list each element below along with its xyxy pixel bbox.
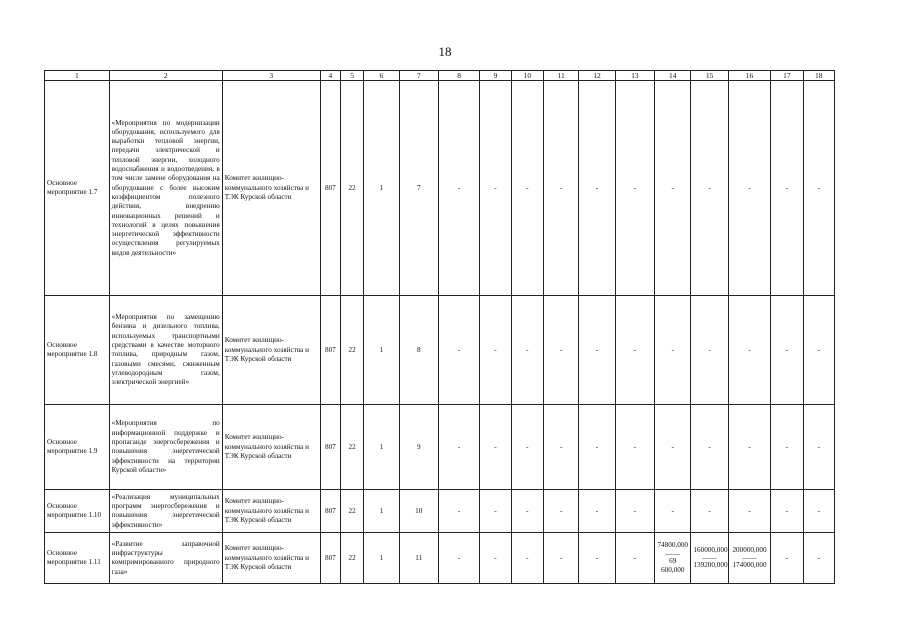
cell-c10: - — [511, 533, 543, 584]
cell-c15: - — [691, 81, 728, 296]
measure-description: «Мероприятия по модернизации оборудования, используемого для выработки тепловой энергии, передачи электрической и тепловой энергии, холодного водоснабжения и водоотведения, в том числе замене оборудования на оборудование с более высоким коэффициентом полезного действия, внедрению инновационных решений и технологий в целях повышения энергетической эффективности осуществления регулируемых видов деятельности» — [109, 81, 222, 296]
measure-description: «Реализация муниципальных программ энергосбережения и повышения энергетической эффективности» — [109, 490, 222, 533]
cell-c9: - — [480, 490, 511, 533]
measure-description: «Мероприятия по информационной поддержке и пропаганде энергосбережения и повышения энергетической эффективности на территории Курской области» — [109, 405, 222, 490]
value-separator: —— — [742, 554, 757, 563]
funding-value-top: 74800,000 — [657, 541, 689, 550]
cell-c18: - — [803, 533, 834, 584]
cell-c11: - — [543, 533, 578, 584]
cell-c5: 22 — [340, 296, 363, 405]
column-header: 1 — [45, 71, 110, 81]
column-header: 11 — [543, 71, 578, 81]
column-header: 13 — [615, 71, 654, 81]
cell-c16 — [728, 533, 770, 584]
cell-c17: - — [771, 533, 803, 584]
funding-value-top: 200000,000 — [732, 546, 767, 554]
cell-c7: 7 — [399, 81, 438, 296]
cell-c16: - — [728, 81, 770, 296]
cell-c16: - — [728, 490, 770, 533]
cell-c8: - — [438, 81, 479, 296]
cell-c13: - — [615, 490, 654, 533]
funding-value-top: 160000,000 — [693, 546, 728, 554]
column-header: 10 — [511, 71, 543, 81]
cell-c4: 807 — [320, 81, 340, 296]
column-header: 6 — [364, 71, 399, 81]
cell-c13: - — [615, 533, 654, 584]
cell-c4: 807 — [320, 296, 340, 405]
cell-c8: - — [438, 490, 479, 533]
cell-c9: - — [480, 81, 511, 296]
cell-c10: - — [511, 81, 543, 296]
cell-c5: 22 — [340, 81, 363, 296]
column-header: 7 — [399, 71, 438, 81]
cell-c5: 22 — [340, 490, 363, 533]
cell-c14: - — [655, 405, 691, 490]
executor: Комитет жилищно-коммунального хозяйства и ТЭК Курской области — [222, 296, 320, 405]
cell-c14 — [655, 533, 691, 584]
header-row — [45, 71, 835, 81]
value-separator: —— — [665, 549, 680, 558]
measure-name: Основное мероприятие 1.8 — [45, 296, 110, 405]
cell-c7: 9 — [399, 405, 438, 490]
cell-c17: - — [771, 490, 803, 533]
value-separator: —— — [702, 554, 717, 563]
cell-c13: - — [615, 405, 654, 490]
executor: Комитет жилищно-коммунального хозяйства и ТЭК Курской области — [222, 405, 320, 490]
cell-c13: - — [615, 296, 654, 405]
cell-c18: - — [803, 296, 834, 405]
cell-c11: - — [543, 490, 578, 533]
cell-c11: - — [543, 296, 578, 405]
cell-c14: - — [655, 490, 691, 533]
cell-c4: 807 — [320, 533, 340, 584]
cell-c10: - — [511, 490, 543, 533]
column-header: 12 — [579, 71, 615, 81]
cell-c15: - — [691, 296, 728, 405]
program-table — [44, 70, 835, 584]
cell-c9: - — [480, 296, 511, 405]
executor: Комитет жилищно-коммунального хозяйства и ТЭК Курской области — [222, 533, 320, 584]
column-header: 17 — [771, 71, 803, 81]
cell-c15: - — [691, 405, 728, 490]
cell-c4: 807 — [320, 490, 340, 533]
cell-c18: - — [803, 81, 834, 296]
cell-c6: 1 — [364, 533, 399, 584]
funding-value-bottom: 174000,000 — [732, 561, 767, 570]
column-header: 5 — [340, 71, 363, 81]
cell-c6: 1 — [364, 296, 399, 405]
cell-c8: - — [438, 405, 479, 490]
measure-name: Основное мероприятие 1.11 — [45, 533, 110, 584]
cell-c11: - — [543, 81, 578, 296]
cell-c8: - — [438, 533, 479, 584]
column-header: 14 — [655, 71, 691, 81]
cell-c6: 1 — [364, 405, 399, 490]
cell-c9: - — [480, 533, 511, 584]
column-header: 2 — [109, 71, 222, 81]
table-row — [45, 81, 835, 296]
column-header: 4 — [320, 71, 340, 81]
cell-c11: - — [543, 405, 578, 490]
cell-c16: - — [728, 296, 770, 405]
cell-c18: - — [803, 490, 834, 533]
cell-c14: - — [655, 296, 691, 405]
measure-name: Основное мероприятие 1.9 — [45, 405, 110, 490]
executor: Комитет жилищно-коммунального хозяйства и ТЭК Курской области — [222, 81, 320, 296]
column-header: 18 — [803, 71, 834, 81]
cell-c8: - — [438, 296, 479, 405]
measure-description: «Мероприятия по замещению бензина и дизельного топлива, используемых транспортными средствами в качестве моторного топлива, природным газом, газовыми смесями, сжиженным углеводородным газом, электрической энергией» — [109, 296, 222, 405]
cell-c7: 10 — [399, 490, 438, 533]
cell-c4: 807 — [320, 405, 340, 490]
cell-c14: - — [655, 81, 691, 296]
cell-c16: - — [728, 405, 770, 490]
cell-c6: 1 — [364, 81, 399, 296]
column-header: 3 — [222, 71, 320, 81]
column-header: 16 — [728, 71, 770, 81]
funding-value-bottom: 69 600,000 — [661, 556, 685, 574]
cell-c12: - — [579, 490, 615, 533]
cell-c12: - — [579, 405, 615, 490]
cell-c5: 22 — [340, 405, 363, 490]
table-row — [45, 405, 835, 490]
cell-c12: - — [579, 81, 615, 296]
column-header: 8 — [438, 71, 479, 81]
cell-c6: 1 — [364, 490, 399, 533]
cell-c12: - — [579, 533, 615, 584]
cell-c15 — [691, 533, 728, 584]
measure-name: Основное мероприятие 1.10 — [45, 490, 110, 533]
cell-c10: - — [511, 296, 543, 405]
cell-c13: - — [615, 81, 654, 296]
measure-name: Основное мероприятие 1.7 — [45, 81, 110, 296]
cell-c17: - — [771, 81, 803, 296]
cell-c15: - — [691, 490, 728, 533]
column-header: 15 — [691, 71, 728, 81]
table-row — [45, 490, 835, 533]
executor: Комитет жилищно-коммунального хозяйства и ТЭК Курской области — [222, 490, 320, 533]
funding-value-bottom: 139200,000 — [693, 561, 728, 570]
cell-c17: - — [771, 296, 803, 405]
cell-c18: - — [803, 405, 834, 490]
cell-c17: - — [771, 405, 803, 490]
cell-c5: 22 — [340, 533, 363, 584]
column-header: 9 — [480, 71, 511, 81]
cell-c7: 8 — [399, 296, 438, 405]
cell-c10: - — [511, 405, 543, 490]
cell-c7: 11 — [399, 533, 438, 584]
table-row — [45, 533, 835, 584]
measure-description: «Развитие заправочной инфраструктуры компримированного природного газа» — [109, 533, 222, 584]
page-number: 18 — [438, 44, 452, 59]
cell-c9: - — [480, 405, 511, 490]
cell-c12: - — [579, 296, 615, 405]
table-row — [45, 296, 835, 405]
